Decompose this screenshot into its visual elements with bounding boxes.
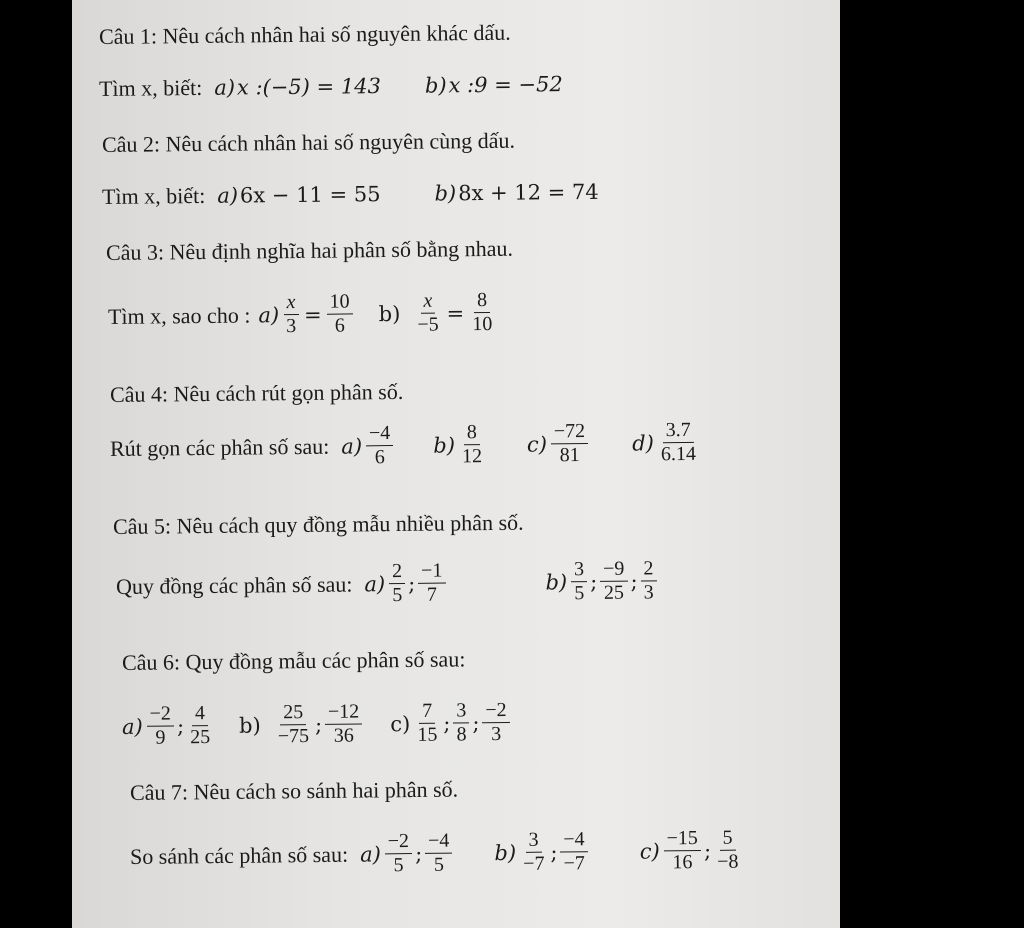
q6-exercise xyxy=(122,700,512,749)
q6-a-label: a) xyxy=(121,714,143,739)
equals-sign: = xyxy=(446,300,465,325)
q4-prompt: Rút gọn các phân số sau: xyxy=(109,433,330,461)
q7-a-label: a) xyxy=(359,841,381,867)
q1-prompt: Tìm x, biết: xyxy=(98,74,203,101)
q1-a-label: a) xyxy=(214,75,236,100)
q5-b-frac-1: $\frac{3}{5}$ xyxy=(571,559,587,604)
semicolon: ; xyxy=(443,711,451,736)
q2-a-label: a) xyxy=(217,183,239,208)
q1-title: Câu 1: Nêu cách nhân hai số nguyên khác dấu. xyxy=(98,19,511,49)
q6-title: Câu 6: Quy đồng mẫu các phân số sau: xyxy=(121,646,466,675)
q2-prompt: Tìm x, biết: xyxy=(101,182,206,209)
q6-b-label: b) xyxy=(238,713,261,738)
q7-b-frac-1: $\frac{3}{-7}$ xyxy=(523,828,545,875)
q7-exercise xyxy=(130,828,744,879)
q2-a-expr: 6x − 11 = 55 xyxy=(239,182,381,208)
q4-b-label: b) xyxy=(433,432,456,458)
q5-b-frac-3: $\frac{2}{3}$ xyxy=(640,558,656,603)
worksheet-page xyxy=(72,0,840,928)
q3-a-frac-1: $\frac{x}{3}$ xyxy=(283,292,299,337)
q6-c-label: c) xyxy=(390,711,411,736)
q6-b-frac-2: $\frac{-12}{36}$ xyxy=(325,701,363,746)
q7-b-frac-2: $\frac{-4}{-7}$ xyxy=(560,829,588,874)
q4-c-label: c) xyxy=(526,431,548,457)
q4-title: Câu 4: Nêu cách rút gọn phân số. xyxy=(109,378,404,407)
q5-a-frac-1: $\frac{2}{5}$ xyxy=(389,561,405,606)
q3-b-frac-2: $\frac{8}{10}$ xyxy=(472,289,493,336)
semicolon: ; xyxy=(176,713,185,738)
q6-c-frac-1: $\frac{7}{15}$ xyxy=(417,699,438,746)
q6-b-frac-1: $\frac{25}{-75}$ xyxy=(277,701,310,748)
q2-exercise xyxy=(102,179,599,210)
q4-d-label: d) xyxy=(632,430,654,456)
q1-b-expr: x :9 = −52 xyxy=(448,72,563,98)
q7-c-frac-1: $\frac{-15}{16}$ xyxy=(663,828,701,873)
q5-title: Câu 5: Nêu cách quy đồng mẫu nhiều phân số. xyxy=(112,509,524,539)
q1-b-label: b) xyxy=(424,73,447,98)
q6-c-frac-3: $\frac{-2}{3}$ xyxy=(482,700,510,745)
q4-b-frac: $\frac{8}{12}$ xyxy=(461,421,483,468)
q2-b-expr: 8x + 12 = 74 xyxy=(458,179,599,206)
semicolon: ; xyxy=(630,569,638,594)
q1-a-expr: x :(−5) = 143 xyxy=(236,74,382,100)
q7-b-label: b) xyxy=(494,840,517,865)
q7-prompt: So sánh các phân số sau: xyxy=(129,841,349,869)
q7-a-frac-1: $\frac{-2}{5}$ xyxy=(385,831,413,876)
q3-a-frac-2: $\frac{10}{6}$ xyxy=(326,291,352,336)
q5-a-label: a) xyxy=(364,571,386,596)
semicolon: ; xyxy=(414,841,423,866)
q4-a-frac: $\frac{-4}{6}$ xyxy=(366,423,394,468)
q7-c-label: c) xyxy=(639,838,660,864)
q4-exercise xyxy=(110,420,701,471)
q3-b-label: b) xyxy=(378,301,401,326)
q5-b-frac-2: $\frac{-9}{25}$ xyxy=(600,559,628,604)
q3-prompt: Tìm x, sao cho : xyxy=(107,302,251,329)
q6-c-frac-2: $\frac{3}{8}$ xyxy=(453,700,469,745)
q3-b-frac-1: $\frac{x}{-5}$ xyxy=(417,289,439,336)
q5-a-frac-2: $\frac{-1}{7}$ xyxy=(418,561,446,606)
semicolon: ; xyxy=(703,838,712,863)
q4-a-label: a) xyxy=(341,433,363,459)
q3-a-label: a) xyxy=(258,302,280,327)
q1-exercise xyxy=(99,71,563,102)
q5-b-label: b) xyxy=(545,569,568,595)
q7-title: Câu 7: Nêu cách so sánh hai phân số. xyxy=(129,776,459,805)
semicolon: ; xyxy=(472,710,480,735)
q6-a-frac-1: $\frac{-2}{9}$ xyxy=(146,703,174,748)
semicolon: ; xyxy=(314,712,323,737)
q5-exercise xyxy=(116,558,659,609)
semicolon: ; xyxy=(590,569,598,594)
q3-exercise xyxy=(108,290,498,339)
q5-prompt: Quy đồng các phân số sau: xyxy=(115,571,353,599)
q2-title: Câu 2: Nêu cách nhân hai số nguyên cùng dấu. xyxy=(101,127,516,157)
equals-sign: = xyxy=(303,302,322,327)
q4-c-frac: $\frac{-72}{81}$ xyxy=(551,421,589,466)
q4-d-frac: $\frac{3.7}{6.14}$ xyxy=(660,418,697,466)
q2-b-label: b) xyxy=(434,181,457,206)
q6-a-frac-2: $\frac{4}{25}$ xyxy=(190,702,211,749)
q3-title: Câu 3: Nêu định nghĩa hai phân số bằng nhau. xyxy=(105,235,514,265)
q7-c-frac-2: $\frac{5}{-8}$ xyxy=(717,826,739,873)
semicolon: ; xyxy=(550,840,558,865)
q7-a-frac-2: $\frac{-4}{5}$ xyxy=(425,831,453,876)
semicolon: ; xyxy=(408,571,416,596)
